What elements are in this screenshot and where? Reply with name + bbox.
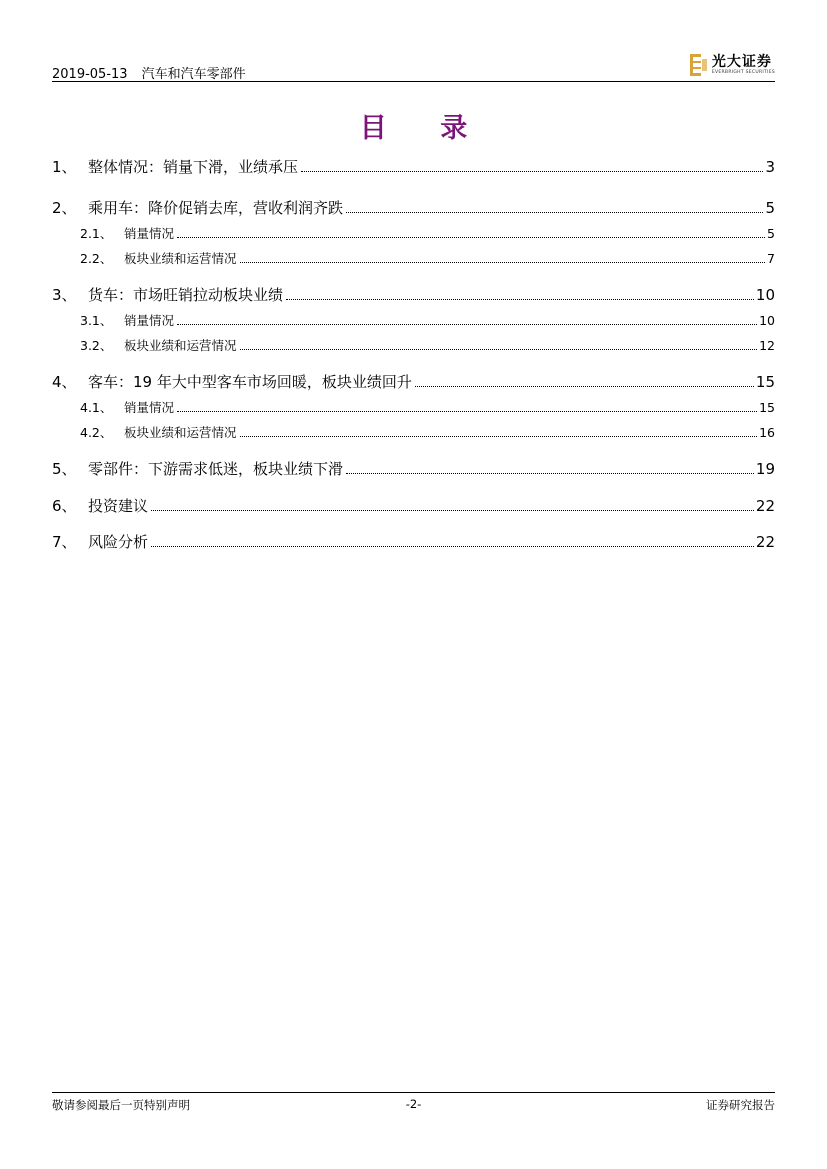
toc-dot-leader [346,212,763,213]
toc-entry-number: 2.2、 [80,251,113,266]
toc-entry-number: 3.2、 [80,338,113,353]
toc-entry-page: 12 [759,338,775,353]
toc-entry-number: 4.2、 [80,425,113,440]
page-footer [52,1097,775,1113]
toc-entry-title: 销量情况 [124,313,175,328]
toc-entry-3[interactable] [52,284,775,305]
toc-entry-1[interactable] [52,156,775,177]
toc-entry-page: 22 [755,533,775,551]
toc-entry-number: 4.1、 [80,400,113,415]
report-section: 汽车和汽车零部件 [141,67,246,82]
toc-entry-title: 客车：19 年大中型客车市场回暖，板块业绩回升 [88,373,412,391]
page-header [52,52,775,82]
toc-entry-2[interactable] [52,197,775,218]
everbright-logo-icon [690,54,708,76]
toc-entry-5[interactable] [52,458,775,479]
report-type: 证券研究报告 [706,1098,775,1112]
logo-english-text: EVERBRIGHT SECURITIES [711,69,775,75]
toc-entry-number: 6、 [52,497,77,515]
toc-dot-leader [177,411,757,412]
toc-entry-4-2[interactable] [52,423,775,441]
toc-entry-page: 5 [767,226,775,241]
toc-dot-leader [346,473,754,474]
toc-entry-4-1[interactable] [52,398,775,416]
toc-entry-3-2[interactable] [52,336,775,354]
disclaimer-note: 敬请参阅最后一页特别声明 [52,1098,190,1112]
toc-dot-leader [415,386,754,387]
toc-entry-number: 3、 [52,286,77,304]
toc-dot-leader [177,324,757,325]
toc-dot-leader [151,510,754,511]
toc-dot-leader [240,349,758,350]
toc-dot-leader [151,546,754,547]
everbright-logo [690,52,775,78]
toc-entry-page: 5 [765,199,775,217]
toc-dot-leader [240,262,766,263]
toc-entry-number: 7、 [52,533,77,551]
toc-entry-title: 整体情况：销量下滑，业绩承压 [88,158,299,176]
toc-entry-page: 10 [755,286,775,304]
toc-entry-title: 板块业绩和运营情况 [124,425,237,440]
toc-entry-number: 2、 [52,199,77,217]
toc-entry-3-1[interactable] [52,311,775,329]
toc-dot-leader [177,237,765,238]
toc-entry-2-1[interactable] [52,224,775,242]
toc-entry-title: 货车：市场旺销拉动板块业绩 [88,286,284,304]
toc-entry-title: 乘用车：降价促销去库，营收利润齐跌 [88,199,344,217]
toc-entry-page: 15 [755,373,775,391]
toc-title: 目 录 [359,113,490,144]
header-divider [52,81,775,82]
toc-entry-4[interactable] [52,371,775,392]
toc-entry-page: 19 [755,460,775,478]
toc-entry-page: 22 [755,497,775,515]
toc-entry-number: 2.1、 [80,226,113,241]
toc-entry-page: 15 [759,400,775,415]
toc-entry-title: 零部件：下游需求低迷，板块业绩下滑 [88,460,344,478]
page-number: -2- [405,1097,422,1111]
toc-entry-7[interactable] [52,531,775,552]
toc-entry-number: 5、 [52,460,77,478]
toc-entry-title: 销量情况 [124,226,175,241]
toc-entry-6[interactable] [52,495,775,516]
logo-chinese-text: 光大证券 [711,53,772,70]
toc-entry-number: 4、 [52,373,77,391]
toc-entry-number: 3.1、 [80,313,113,328]
footer-divider [52,1092,775,1093]
toc-entry-title: 板块业绩和运营情况 [124,251,237,266]
toc-entry-number: 1、 [52,158,77,176]
toc-entry-page: 16 [759,425,775,440]
toc-entry-title: 销量情况 [124,400,175,415]
toc-dot-leader [286,299,754,300]
toc-dot-leader [301,171,763,172]
toc-entry-title: 板块业绩和运营情况 [124,338,237,353]
toc-entry-title: 投资建议 [88,497,149,515]
toc-dot-leader [240,436,758,437]
toc-entry-page: 10 [759,313,775,328]
header-info [52,63,246,82]
toc-entry-page: 3 [765,158,775,176]
toc-entry-page: 7 [767,251,775,266]
toc-entry-2-2[interactable] [52,249,775,267]
toc-entry-title: 风险分析 [88,533,149,551]
report-date: 2019-05-13 [52,67,128,82]
